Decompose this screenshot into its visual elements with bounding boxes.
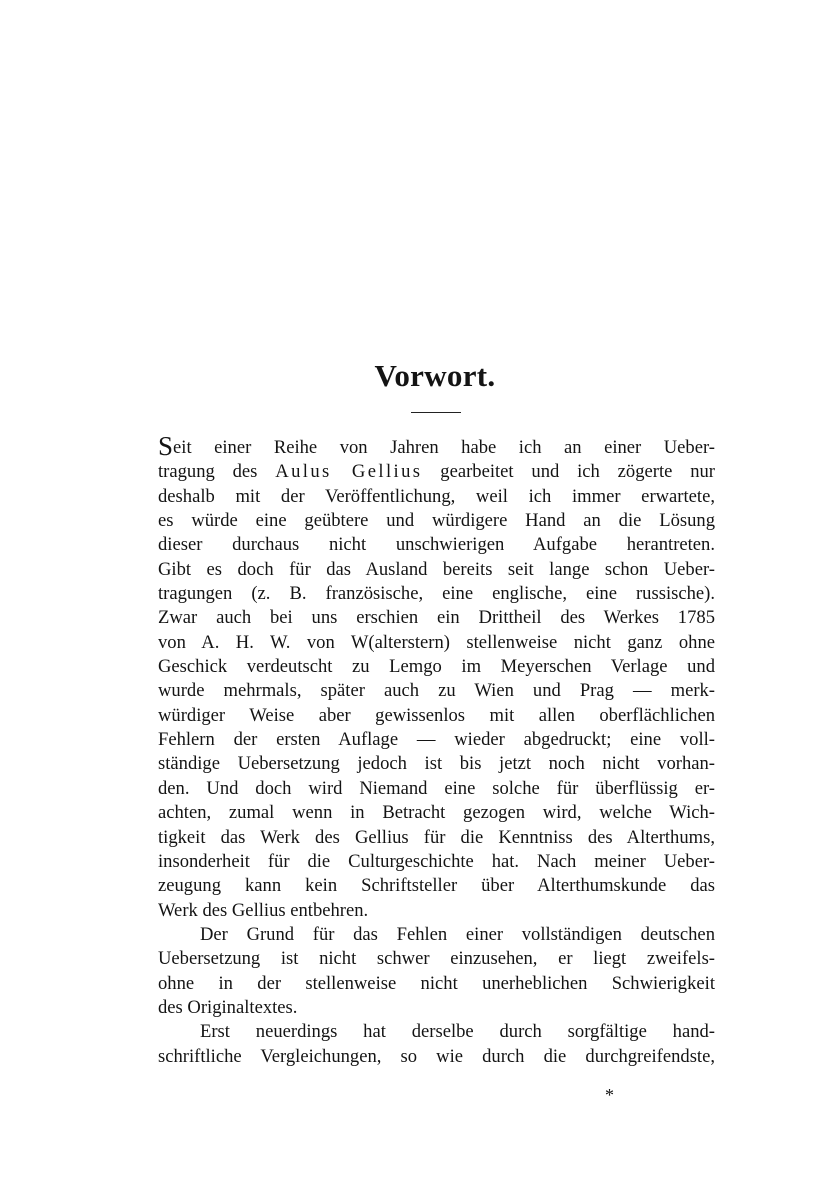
text-run: tigkeit das Werk des Gellius für die Kenntniss des Alterthums, bbox=[158, 826, 715, 848]
text-line bbox=[158, 431, 715, 461]
text-run: ständige Uebersetzung jedoch ist bis jetzt noch nicht vorhan- bbox=[158, 753, 715, 775]
text-line bbox=[158, 850, 715, 874]
text-run: tragung des bbox=[158, 461, 276, 483]
text-run: Erst neuerdings hat derselbe durch sorgfältige hand- bbox=[200, 1021, 715, 1043]
title-divider bbox=[411, 412, 461, 413]
page-title: Vorwort. bbox=[374, 358, 496, 393]
text-line bbox=[158, 1020, 715, 1044]
text-run: eit einer Reihe von Jahren habe ich an einer Ueber- bbox=[173, 437, 715, 458]
text-run: Uebersetzung ist nicht schwer einzusehen, er liegt zweifels- bbox=[158, 948, 715, 970]
text-run: Zwar auch bei uns erschien ein Drittheil des Werkes 1785 bbox=[158, 607, 715, 629]
text-line bbox=[158, 801, 715, 825]
text-run: den. Und doch wird Niemand eine solche für überflüssig er- bbox=[158, 777, 715, 799]
text-run: des Originaltextes. bbox=[158, 996, 298, 1018]
text-run: tragungen (z. B. französische, eine englische, eine russische). bbox=[158, 583, 715, 605]
text-run: gearbeitet und ich zögerte nur bbox=[422, 461, 716, 483]
text-run: Werk des Gellius entbehren. bbox=[158, 899, 369, 921]
spaced-author-name: Aulus Gellius bbox=[275, 461, 423, 483]
text-run: dieser durchaus nicht unschwierigen Aufgabe herantreten. bbox=[158, 534, 715, 556]
text-line bbox=[158, 826, 715, 850]
text-line bbox=[158, 728, 715, 752]
text-run: es würde eine geübtere und würdigere Hand an die Lösung bbox=[158, 510, 715, 532]
text-line bbox=[158, 679, 715, 703]
drop-cap: S bbox=[158, 431, 174, 461]
text-line bbox=[158, 704, 715, 728]
text-run: zeugung kann kein Schriftsteller über Alterthumskunde das bbox=[158, 875, 715, 897]
text-run: ohne in der stellenweise nicht unerheblichen Schwierigkeit bbox=[158, 972, 715, 994]
text-line bbox=[158, 509, 715, 533]
text-line bbox=[158, 899, 715, 923]
text-line bbox=[158, 996, 715, 1020]
preface-body bbox=[158, 431, 716, 1069]
text-line bbox=[158, 533, 715, 557]
text-run: wurde mehrmals, später auch zu Wien und Prag — merk- bbox=[158, 680, 715, 702]
text-run: würdiger Weise aber gewissenlos mit allen oberflächlichen bbox=[158, 704, 715, 726]
text-run: achten, zumal wenn in Betracht gezogen wird, welche Wich- bbox=[158, 802, 715, 824]
text-line bbox=[158, 777, 715, 801]
text-line bbox=[158, 631, 715, 655]
text-run: Der Grund für das Fehlen einer vollständigen deutschen bbox=[200, 923, 715, 945]
text-line bbox=[158, 460, 715, 484]
text-line bbox=[158, 582, 715, 606]
text-line bbox=[158, 923, 715, 947]
text-line bbox=[158, 655, 715, 679]
text-run: Geschick verdeutscht zu Lemgo im Meyerschen Verlage und bbox=[158, 656, 715, 678]
text-line bbox=[158, 972, 715, 996]
signature-mark: * bbox=[605, 1085, 614, 1105]
text-line bbox=[158, 606, 715, 630]
text-run: Fehlern der ersten Auflage — wieder abgedruckt; eine voll- bbox=[158, 729, 715, 751]
text-run: insonderheit für die Culturgeschichte hat. Nach meiner Ueber- bbox=[158, 850, 715, 872]
text-line bbox=[158, 874, 715, 898]
text-run: von A. H. W. von W(alterstern) stellenweise nicht ganz ohne bbox=[158, 631, 715, 653]
text-line bbox=[158, 947, 715, 971]
text-line bbox=[158, 752, 715, 776]
text-run: schriftliche Vergleichungen, so wie durch die durchgreifendste, bbox=[158, 1045, 715, 1067]
text-line bbox=[158, 485, 715, 509]
text-run: Gibt es doch für das Ausland bereits seit lange schon Ueber- bbox=[158, 558, 715, 580]
text-line bbox=[158, 1045, 715, 1069]
text-run: deshalb mit der Veröffentlichung, weil ich immer erwartete, bbox=[158, 485, 715, 507]
text-line bbox=[158, 558, 715, 582]
